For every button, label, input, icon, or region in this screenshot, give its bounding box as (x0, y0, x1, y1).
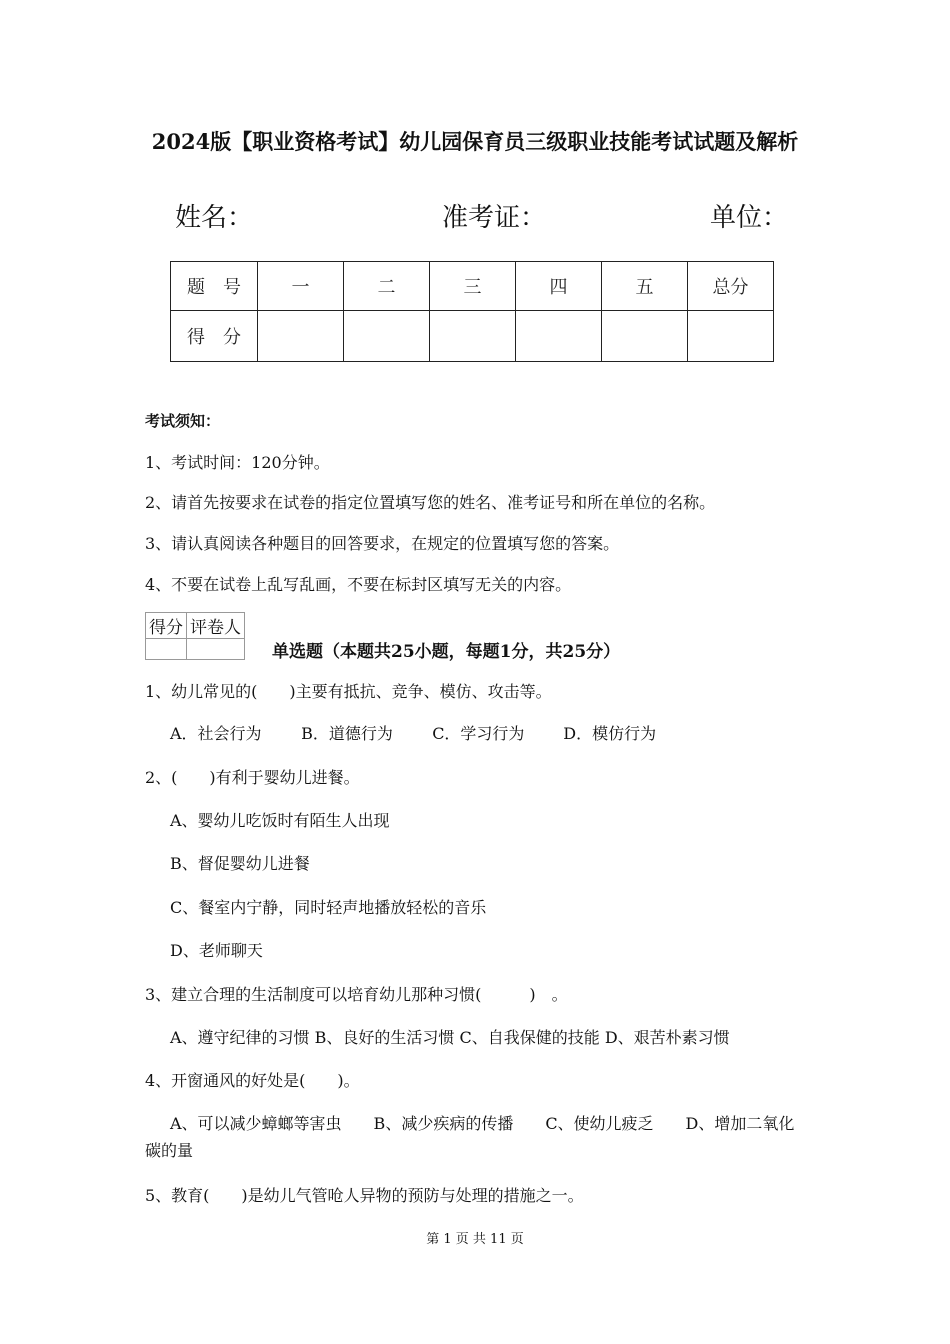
score-table-col-1: 一 (258, 262, 344, 311)
option[interactable]: C．学习行为 (432, 724, 525, 743)
score-cell[interactable] (602, 311, 688, 362)
option-line[interactable]: A、遵守纪律的习惯 B、良好的生活习惯 C、自我保健的技能 D、艰苦朴素习惯 (170, 1028, 730, 1047)
notice-item: 2、请首先按要求在试卷的指定位置填写您的姓名、准考证号和所在单位的名称。 (145, 493, 716, 512)
unit-label: 单位： (710, 203, 789, 233)
name-label: 姓名： (175, 203, 254, 233)
option[interactable]: B、督促婴幼儿进餐 (170, 854, 310, 873)
score-table-col-3: 三 (430, 262, 516, 311)
notice-item: 4、不要在试卷上乱写乱画，不要在标封区填写无关的内容。 (145, 575, 572, 594)
question-stem: 3、建立合理的生活制度可以培育幼儿那种习惯( ) 。 (145, 985, 568, 1004)
question-stem: 2、( )有利于婴幼儿进餐。 (145, 768, 360, 787)
score-cell[interactable] (258, 311, 344, 362)
score-cell[interactable] (430, 311, 516, 362)
score-cell[interactable] (688, 311, 774, 362)
section-title: 单选题（本题共25小题，每题1分，共25分） (272, 642, 621, 662)
score-table-col-total: 总分 (688, 262, 774, 311)
notice-title: 考试须知： (145, 412, 221, 430)
score-table-col-4: 四 (516, 262, 602, 311)
option-paragraph[interactable]: A、可以减少蟑螂等害虫 B、减少疾病的传播 C、使幼儿疲乏 D、增加二氧化碳的量 (145, 1114, 795, 1160)
grader-name-header: 评卷人 (187, 613, 245, 639)
question-stem: 4、开窗通风的好处是( )。 (145, 1071, 360, 1090)
grader-name-cell[interactable] (187, 639, 245, 660)
score-cell[interactable] (516, 311, 602, 362)
score-table (170, 261, 774, 362)
option[interactable]: A．社会行为 (170, 724, 262, 743)
score-row-label: 得 分 (171, 311, 258, 362)
question-stem: 1、幼儿常见的( )主要有抵抗、竞争、模仿、攻击等。 (145, 682, 552, 701)
question-stem: 5、教育( )是幼儿气管呛人异物的预防与处理的措施之一。 (145, 1186, 584, 1205)
exam-number-label: 准考证： (442, 203, 547, 233)
grader-score-cell[interactable] (146, 639, 187, 660)
page-footer: 第 1 页 共 11 页 (426, 1232, 524, 1247)
option[interactable]: C、餐室内宁静，同时轻声地播放轻松的音乐 (170, 898, 487, 917)
grader-score-header: 得分 (146, 613, 187, 639)
notice-item: 1、考试时间：120分钟。 (145, 453, 330, 472)
score-table-col-5: 五 (602, 262, 688, 311)
option-row (170, 722, 656, 746)
score-table-col-2: 二 (344, 262, 430, 311)
option[interactable]: B．道德行为 (301, 724, 393, 743)
document-title: 2024版【职业资格考试】幼儿园保育员三级职业技能考试试题及解析 (151, 129, 799, 154)
score-table-header: 题 号 (171, 262, 258, 311)
score-cell[interactable] (344, 311, 430, 362)
grader-table (145, 612, 245, 660)
option[interactable]: A、婴幼儿吃饭时有陌生人出现 (170, 811, 390, 830)
option[interactable]: D、老师聊天 (170, 941, 263, 960)
option[interactable]: D．模仿行为 (563, 724, 657, 743)
notice-item: 3、请认真阅读各种题目的回答要求，在规定的位置填写您的答案。 (145, 534, 620, 553)
